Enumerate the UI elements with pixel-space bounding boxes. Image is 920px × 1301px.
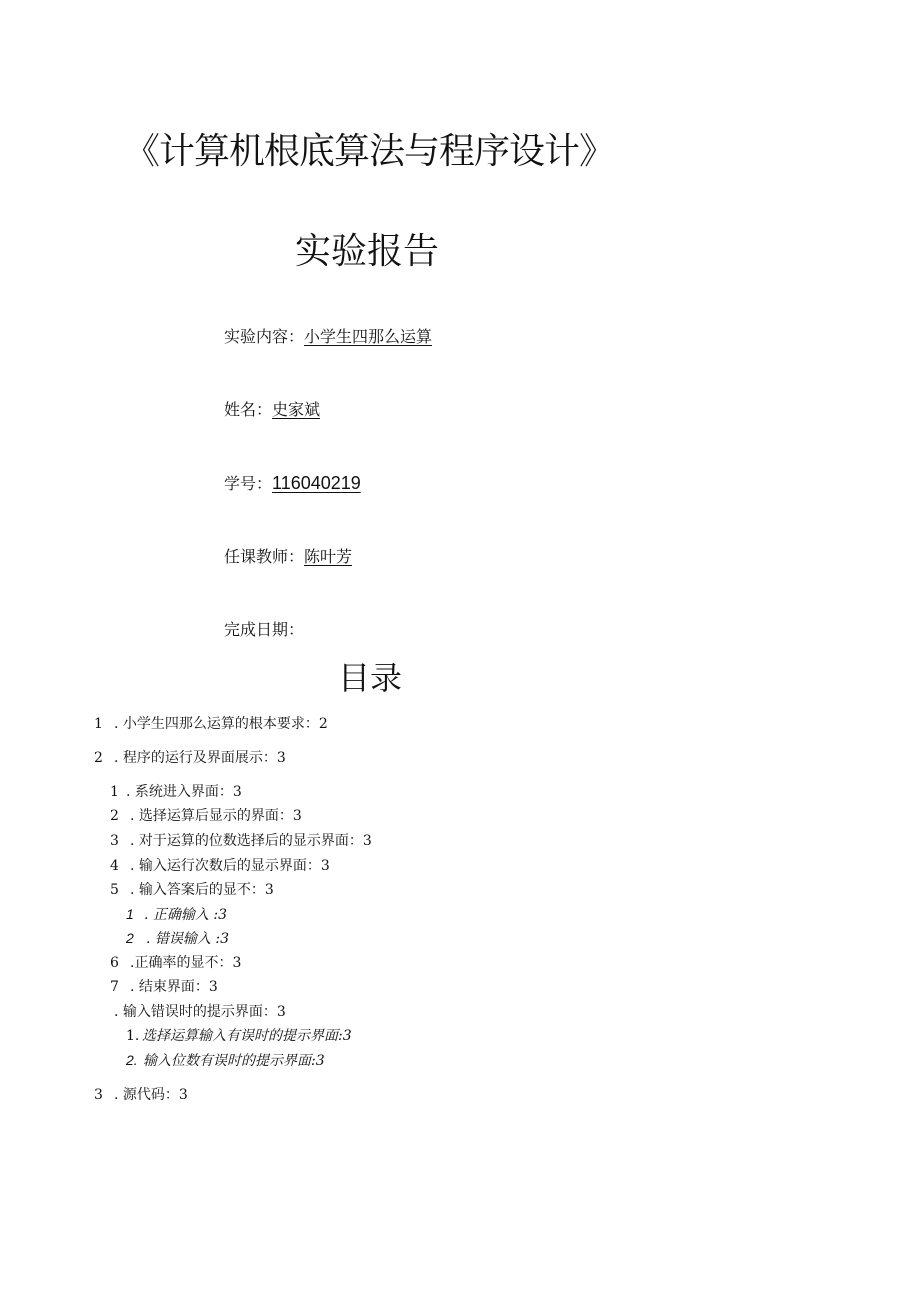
toc-item	[114, 1002, 286, 1022]
info-row-name	[224, 398, 320, 422]
toc-item-text: . 输入运行次数后的显示界面：3	[130, 858, 330, 874]
toc-item-number: 5	[110, 882, 119, 898]
toc-item-number: 1	[126, 906, 134, 922]
toc-item-text: . 错误输入 :3	[146, 931, 229, 947]
toc-item	[126, 928, 229, 949]
toc-item-text: . 程序的运行及界面展示：3	[114, 750, 286, 766]
info-value-content: 小学生四那么运算	[304, 327, 433, 346]
toc-item-text: . 正确输入 :3	[144, 907, 227, 923]
toc-item-number: 1.	[126, 1028, 140, 1044]
toc-item-text: . 系统进入界面：3	[126, 784, 242, 800]
toc-item-number: 7	[110, 979, 119, 995]
toc-item-text: . 选择运算后显示的界面：3	[130, 808, 302, 824]
toc-item-text: . 小学生四那么运算的根本要求：2	[114, 716, 328, 732]
info-row-content	[224, 325, 432, 349]
toc-item	[110, 806, 302, 826]
toc-item-text: 输入位数有误时的提示界面:3	[143, 1053, 325, 1069]
toc-item-number: 6	[110, 955, 119, 971]
toc-item-text: . 输入错误时的提示界面：3	[114, 1004, 286, 1020]
info-label-name: 姓名：	[224, 400, 273, 419]
toc-item	[126, 1026, 352, 1046]
toc-item	[110, 831, 372, 851]
info-row-id	[224, 471, 361, 496]
info-label-date: 完成日期：	[224, 620, 305, 639]
toc-item-text: 选择运算输入有误时的提示界面:3	[142, 1028, 352, 1044]
toc-item-number: 2	[110, 808, 119, 824]
toc-item	[110, 953, 241, 973]
toc-item-number: 3	[110, 833, 119, 849]
toc-item-number: 4	[110, 858, 119, 874]
toc-item	[94, 1085, 188, 1105]
toc-item	[94, 748, 286, 768]
toc-item	[110, 782, 242, 802]
info-row-teacher	[224, 545, 352, 569]
info-value-teacher: 陈叶芳	[304, 547, 353, 566]
info-label-id: 学号：	[224, 474, 273, 493]
toc-heading: 目录	[338, 659, 403, 697]
toc-item-text: . 结束界面：3	[130, 979, 218, 995]
toc-item	[110, 856, 330, 876]
toc-item-number: 1	[110, 784, 119, 800]
toc-item-text: . 输入答案后的显不：3	[130, 882, 274, 898]
toc-item	[110, 880, 274, 900]
toc-item-text: .正确率的显不：3	[130, 955, 242, 971]
info-label-teacher: 任课教师：	[224, 547, 305, 566]
toc-item-text: . 对于运算的位数选择后的显示界面：3	[130, 833, 372, 849]
info-row-date	[224, 618, 304, 642]
toc-item	[126, 904, 227, 925]
toc-item-number: 1	[94, 716, 103, 732]
info-label-content: 实验内容：	[224, 327, 305, 346]
toc-item-number: 2.	[126, 1052, 138, 1068]
toc-item-text: . 源代码：3	[114, 1087, 188, 1103]
toc-item-number: 2	[126, 930, 134, 946]
toc-item	[126, 1050, 325, 1071]
document-subtitle: 实验报告	[295, 231, 440, 272]
toc-item-number: 3	[94, 1087, 103, 1103]
toc-item	[94, 714, 328, 734]
toc-item	[110, 977, 218, 997]
info-value-name: 史家斌	[272, 400, 321, 419]
toc-item-number: 2	[94, 750, 103, 766]
info-value-id: 116040219	[272, 473, 361, 493]
document-title: 《计算机根底算法与程序设计》	[124, 131, 615, 172]
